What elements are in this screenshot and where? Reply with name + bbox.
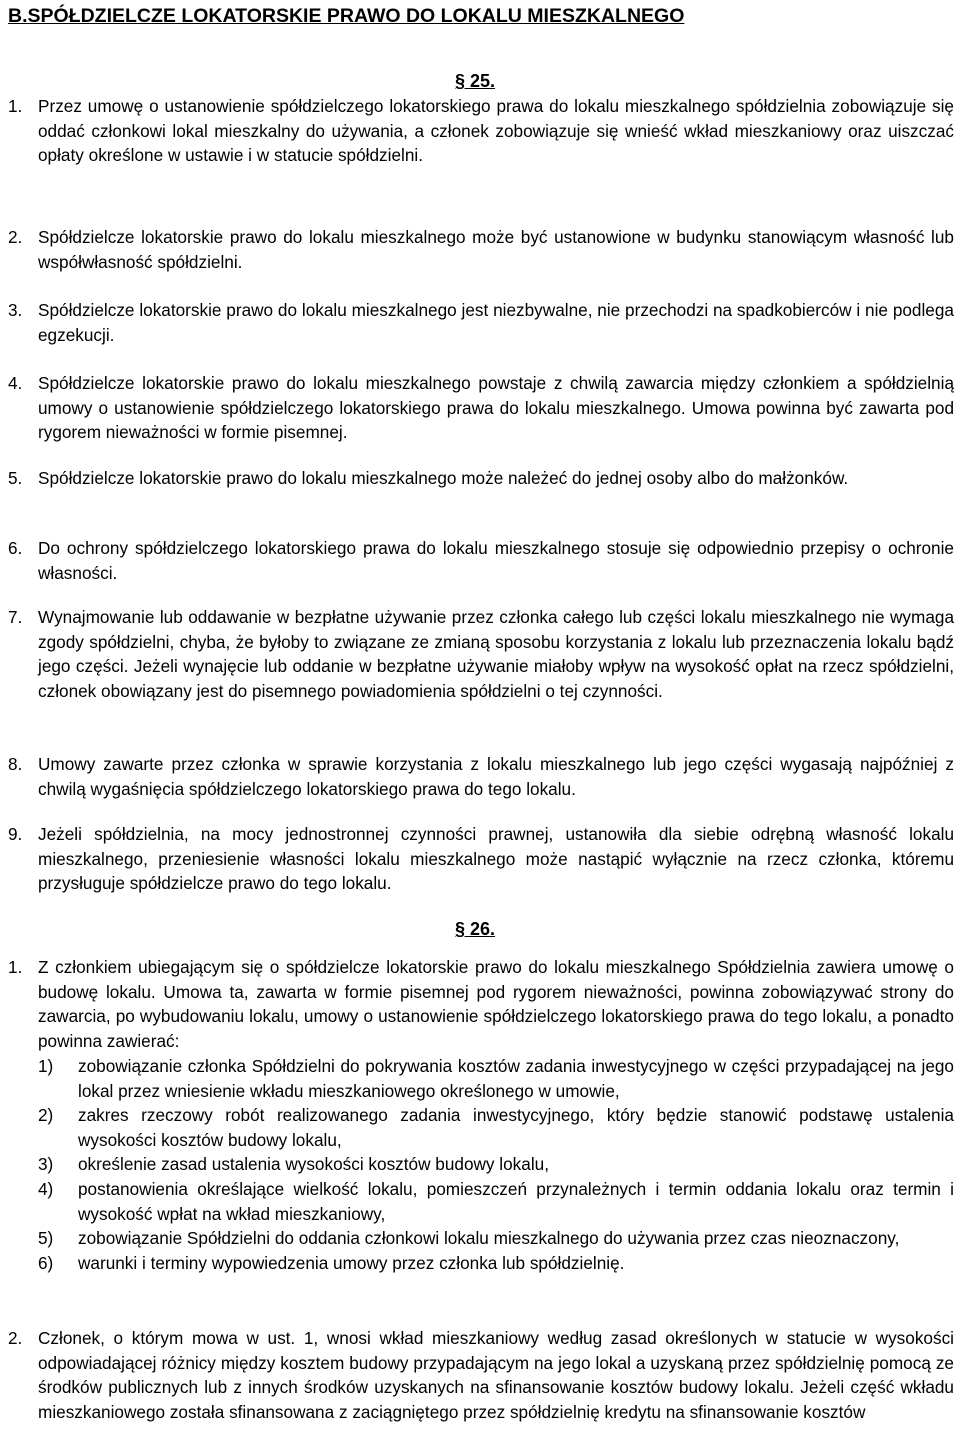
paragraph-number: 8. (8, 754, 23, 774)
list-item-text: warunki i terminy wypowiedzenia umowy przez członka lub spółdzielnię. (78, 1252, 625, 1273)
list-item-number: 1) (38, 1056, 54, 1076)
paragraph-25-5 (8, 466, 954, 491)
paragraph-25-3 (8, 298, 954, 347)
list-item-number: 3) (38, 1154, 54, 1175)
paragraph-25-8 (8, 752, 954, 801)
list-item (38, 1103, 954, 1152)
list-item (38, 1054, 954, 1103)
list-item-text: zakres rzeczowy robót realizowanego zadania inwestycyjnego, który będzie stanowić podstawę ustalenia wysokości kosztów budowy lokalu, (78, 1105, 954, 1150)
paragraph-25-9 (8, 822, 954, 896)
paragraph-number: 4. (8, 373, 23, 393)
paragraph-number: 1. (8, 96, 23, 116)
paragraph-number: 9. (8, 824, 23, 844)
paragraph-25-1 (8, 94, 954, 168)
paragraph-text: Członek, o którym mowa w ust. 1, wnosi wkład mieszkaniowy według zasad określonych w statucie w wysokości odpowiadającej różnicy między kosztem budowy przypadającym na jego lokal a uzyskaną przez spółdzielnię pomocą ze środków publicznych lub z innych środków uzyskanych na sfinansowanie kosztów budowy lokalu. Jeżeli część wkładu mieszkaniowego została sfinansowana z zaciągniętego przez spółdzielnię kredytu na sfinansowanie kosztów (38, 1328, 954, 1422)
paragraph-26-2 (8, 1326, 954, 1424)
paragraph-text: Umowy zawarte przez członka w sprawie korzystania z lokalu mieszkalnego lub jego części wygasają najpóźniej z chwilą wygaśnięcia spółdzielczego lokatorskiego prawa do tego lokalu. (38, 754, 954, 799)
list-item-text: określenie zasad ustalenia wysokości kosztów budowy lokalu, (78, 1154, 549, 1175)
list-item-number: 5) (38, 1228, 54, 1249)
list-item-number: 6) (38, 1252, 54, 1273)
paragraph-26-1 (8, 955, 954, 1053)
paragraph-text: Spółdzielcze lokatorskie prawo do lokalu mieszkalnego powstaje z chwilą zawarcia między członkiem a spółdzielnią umowy o ustanowienie spółdzielczego lokatorskiego prawa do lokalu mieszkalnego. Umowa powinna być zawarta pod rygorem nieważności w formie pisemnej. (38, 373, 954, 443)
paragraph-number: 3. (8, 300, 23, 320)
paragraph-25-7 (8, 605, 954, 703)
paragraph-25-6 (8, 536, 954, 585)
section-heading-26: § 26. (455, 919, 496, 939)
document-title: B.SPÓŁDZIELCZE LOKATORSKIE PRAWO DO LOKALU MIESZKALNEGO (8, 5, 685, 27)
paragraph-number: 6. (8, 538, 23, 558)
list-item (38, 1226, 954, 1251)
paragraph-25-2 (8, 225, 954, 274)
list-item-text: zobowiązanie członka Spółdzielni do pokrywania kosztów zadania inwestycyjnego w części przypadającej na jego lokal przez wniesienie wkładu mieszkaniowego określonego w umowie, (78, 1056, 954, 1101)
list-item-number: 4) (38, 1178, 54, 1199)
sub-item-list (38, 1054, 954, 1275)
list-item-text: postanowienia określające wielkość lokalu, pomieszczeń przynależnych i termin oddania lokalu oraz termin i wysokość wpłat na wkład mieszkaniowy, (78, 1178, 954, 1224)
paragraph-number: 2. (8, 1328, 23, 1348)
section-heading-25: § 25. (455, 71, 496, 91)
paragraph-text: Spółdzielcze lokatorskie prawo do lokalu mieszkalnego może być ustanowione w budynku stanowiącym własność lub współwłasność spółdzielni. (38, 227, 954, 272)
list-item (38, 1152, 954, 1177)
paragraph-25-4 (8, 371, 954, 445)
list-item-number: 2) (38, 1105, 54, 1126)
paragraph-text: Przez umowę o ustanowienie spółdzielczego lokatorskiego prawa do lokalu mieszkalnego spółdzielnia zobowiązuje się oddać członkowi lokal mieszkalny do używania, a członek zobowiązuje się wnieść wkład mieszkaniowy oraz uiszczać opłaty określone w ustawie i w statucie spółdzielni. (38, 96, 954, 166)
paragraph-number: 5. (8, 468, 23, 488)
paragraph-text: Spółdzielcze lokatorskie prawo do lokalu mieszkalnego jest niezbywalne, nie przechodzi na spadkobierców i nie podlega egzekucji. (38, 300, 954, 345)
paragraph-text: Wynajmowanie lub oddawanie w bezpłatne używanie przez członka całego lub części lokalu mieszkalnego nie wymaga zgody spółdzielni, chyba, że byłoby to związane ze zmianą sposobu korzystania z lokalu lub przeznaczenia lokalu bądź jego części. Jeżeli wynajęcie lub oddanie w bezpłatne używanie miałoby wpływ na wysokość opłat na rzecz spółdzielni, członek obowiązany jest do pisemnego powiadomienia spółdzielni o tej czynności. (38, 607, 954, 701)
paragraph-number: 1. (8, 957, 23, 977)
paragraph-text: Jeżeli spółdzielnia, na mocy jednostronnej czynności prawnej, ustanowiła dla siebie odrębną własność lokalu mieszkalnego, przeniesienie własności lokalu mieszkalnego może nastąpić wyłącznie na rzecz członka, któremu przysługuje spółdzielcze prawo do tego lokalu. (38, 824, 954, 894)
paragraph-number: 7. (8, 607, 23, 627)
list-item (38, 1177, 954, 1226)
paragraph-text: Spółdzielcze lokatorskie prawo do lokalu mieszkalnego może należeć do jednej osoby albo do małżonków. (38, 468, 849, 488)
paragraph-text: Do ochrony spółdzielczego lokatorskiego prawa do lokalu mieszkalnego stosuje się odpowiednio przepisy o ochronie własności. (38, 538, 954, 583)
list-item-text: zobowiązanie Spółdzielni do oddania członkowi lokalu mieszkalnego do używania przez czas nieoznaczony, (78, 1228, 900, 1249)
paragraph-number: 2. (8, 227, 23, 247)
paragraph-text: Z członkiem ubiegającym się o spółdzielcze lokatorskie prawo do lokalu mieszkalnego Spółdzielnia zawiera umowę o budowę lokalu. Umowa ta, zawarta w formie pisemnej pod rygorem nieważności, powinna zobowiązywać strony do zawarcia, po wybudowaniu lokalu, umowy o ustanowienie spółdzielczego lokatorskiego prawa do tego lokalu, a ponadto powinna zawierać: (38, 957, 954, 1051)
list-item (38, 1251, 954, 1276)
